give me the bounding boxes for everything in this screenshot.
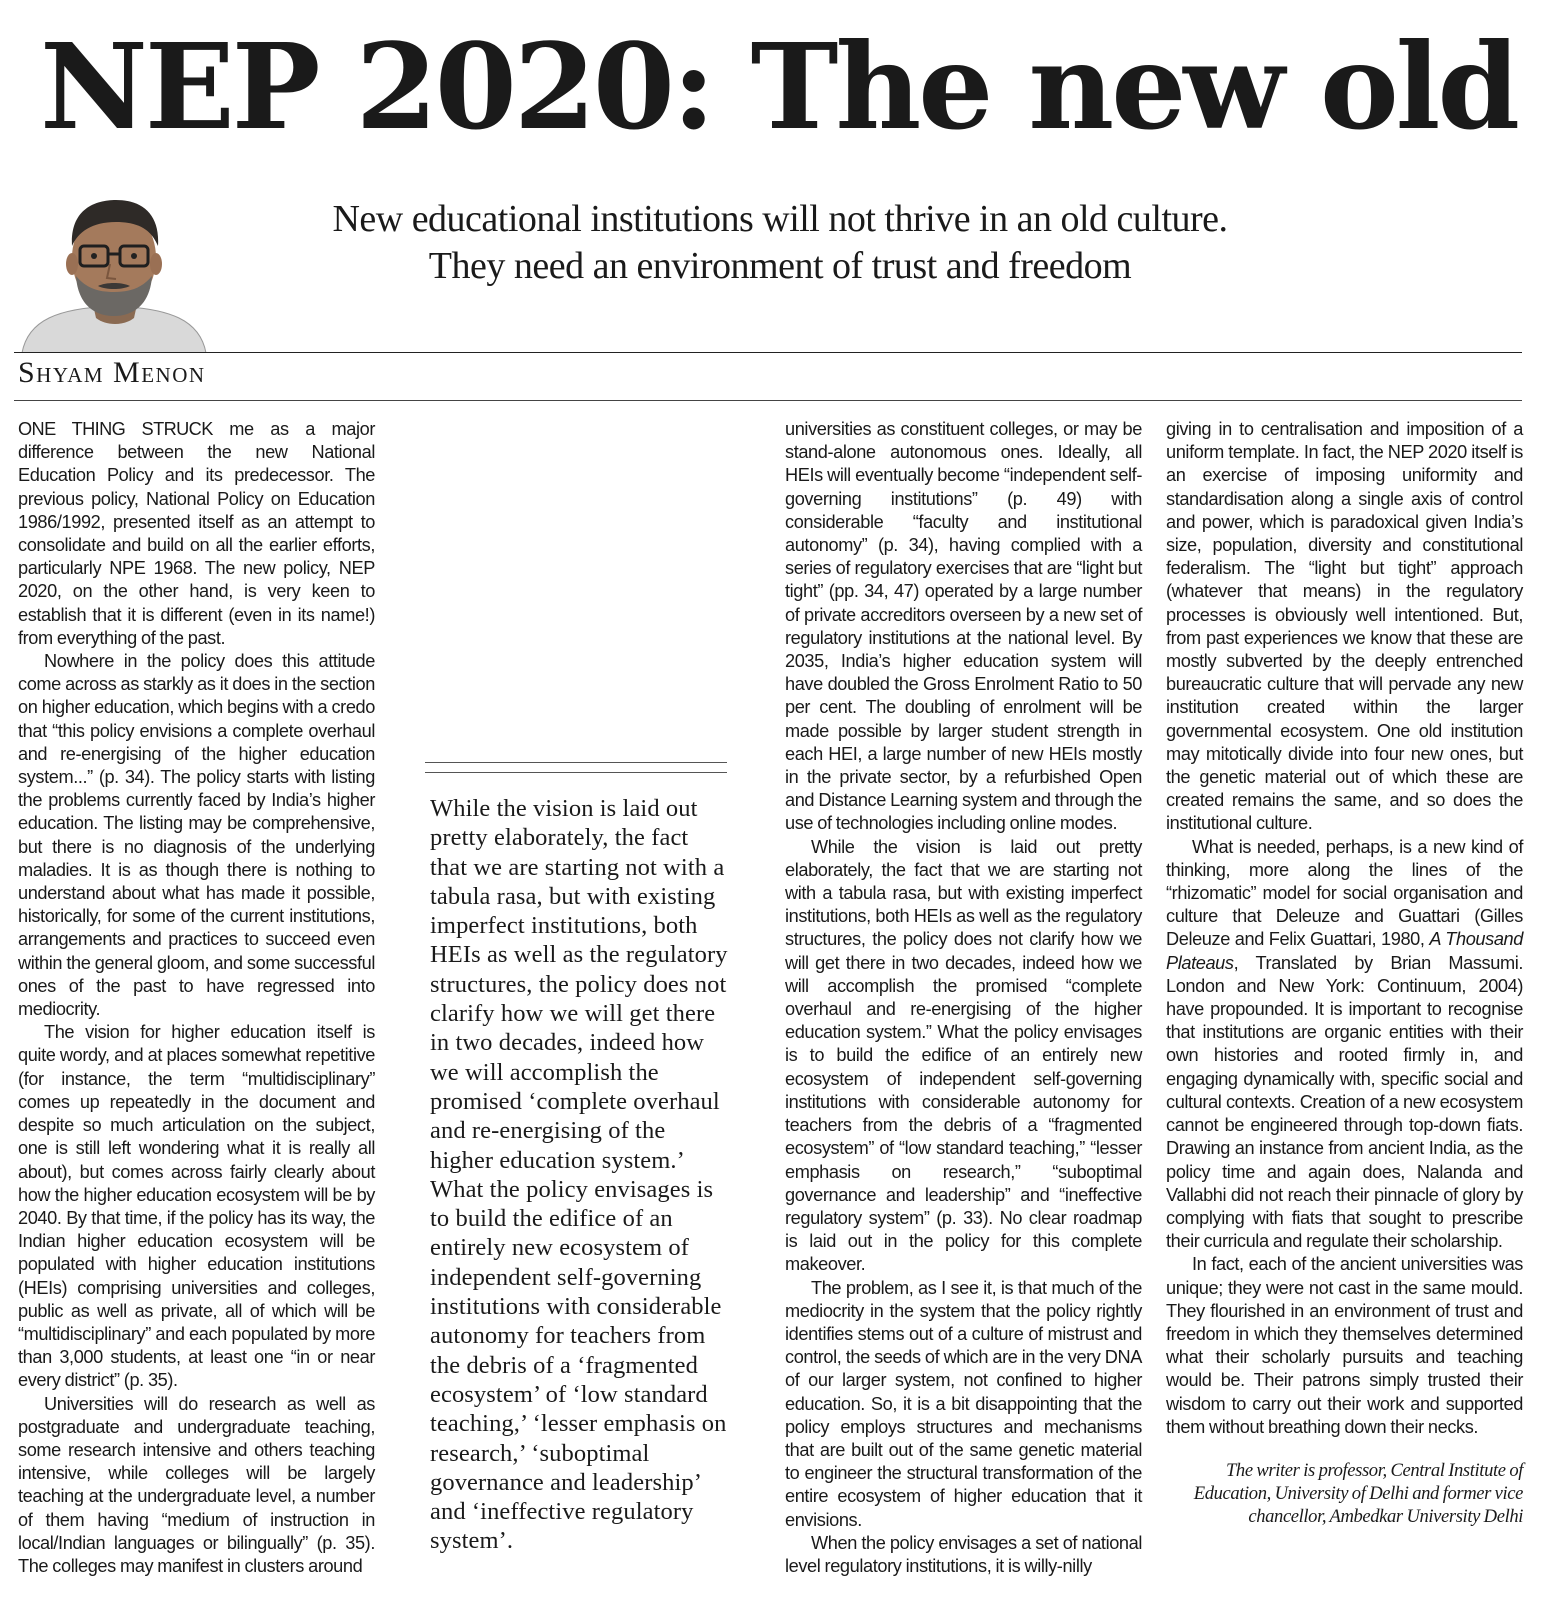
pullquote: While the vision is laid out pretty elaborately, the fact that we are starting not with a tabula rasa, but with existing imperfect institutions, both HEIs as well as the regulatory structures, the policy does not clarify how we will get there in two decades, indeed how we will accomplish the promised ‘complete overhaul and re-energising of the higher education system.’ What the policy envisages is to build the edifice of an entirely new ecosystem of independent self-governing institutions with considerable autonomy for teachers from the debris of a ‘fragmented ecosystem’ of ‘low standard teaching,’ ‘lesser emphasis on research,’ ‘suboptimal governance and leadership’ and ‘ineffective regulatory system’.: [430, 795, 728, 1555]
book-title: A Thousand Plateaus: [1166, 929, 1523, 973]
header-rule: [14, 352, 1522, 353]
article-paragraph: [18, 418, 375, 650]
headline: NEP 2020: The new old: [40, 17, 1517, 156]
article-column-4: [1166, 418, 1523, 1528]
article-paragraph: When the policy envisages a set of national level regulatory institutions, it is willy-nilly: [785, 1532, 1142, 1576]
article-paragraph: In fact, each of the ancient universities was unique; they were not cast in the same mould. They flourished in an environment of trust and freedom in which they themselves determined what their scholarly pursuits and teaching would be. Their patrons simply trusted their wisdom to carry out their work and supported them without breathing down their necks.: [1166, 1254, 1523, 1437]
article-paragraph: The vision for higher education itself is quite wordy, and at places somewhat repetitive (for instance, the term “multidisciplinary” comes up repeatedly in the document and despite so much articulation on the subject, one is still left wondering what it is really all about), but comes across fairly clearly about how the higher education ecosystem will be by 2040. By that time, if the policy has its way, the Indian higher education ecosystem will be populated with higher education institutions (HEIs) comprising universities and colleges, public as well as private, all of which will be “multidisciplinary” and each populated by more than 3,000 students, at least one “in or near every district” (p. 35).: [18, 1022, 375, 1391]
paragraph-text: , Translated by Brian Massumi. London and New York: Continuum, 2004) have propounded. It is important to recognise that institutions are organic entities with their own histories and rooted firmly in, and engaging dynamically with, specific social and cultural contexts. Creation of a new ecosystem cannot be engineered through top-down fiats. Drawing an instance from ancient India, as the policy time and again does, Nalanda and Vallabhi did not reach their pinnacle of glory by complying with fiats that sought to prescribe their curricula and regulate their scholarship.: [1166, 952, 1523, 1252]
lead-in: ONE THING STRUCK: [18, 419, 213, 439]
byline: Shyam Menon: [18, 356, 206, 389]
article-paragraph: universities as constituent colleges, or may be stand-alone autonomous ones. Ideally, all HEIs will eventually become “independent self-governing institutions” (p. 49) with considerable “faculty and institutional autonomy” (p. 34), having complied with a series of regulatory exercises that are “light but tight” (pp. 34, 47) operated by a large number of private accreditors overseen by a new set of regulatory institutions at the national level. By 2035, India’s higher education system will have doubled the Gross Enrolment Ratio to 50 per cent. The doubling of enrolment will be made possible by larger student strength in each HEI, a large number of new HEIs mostly in the private sector, by a refurbished Open and Distance Learning system and through the use of technologies including online modes.: [785, 419, 1142, 834]
article-paragraph: Nowhere in the policy does this attitude come across as starkly as it does in the section on higher education, which begins with a credo that “this policy envisions a complete overhaul and re-energising of the higher education system...” (p. 34). The policy starts with listing the problems currently faced by India’s higher education. The listing may be comprehensive, but there is no diagnosis of the underlying maladies. It is as though there is nothing to understand about what has made it possible, historically, for some of the current institutions, arrangements and practices to succeed even within the general gloom, and some successful ones of the past to have regressed into mediocrity.: [18, 651, 375, 1020]
article-paragraph: The problem, as I see it, is that much of the mediocrity in the system that the policy rightly identifies stems out of a culture of mistrust and control, the seeds of which are in the very DNA of our larger system, not confined to higher education. So, it is a bit disappointing that the policy employs structures and mechanisms that are built out of the same genetic material to engineer the structural transformation of the entire ecosystem of higher education that it envisions.: [785, 1277, 1142, 1530]
article-paragraph: [1166, 836, 1523, 1254]
article-column-1: [18, 418, 375, 1578]
article-paragraph: giving in to centralisation and imposition of a uniform template. In fact, the NEP 2020 itself is an exercise of imposing uniformity and standardisation along a single axis of control and power, which is paradoxical given India’s size, population, diversity and constitutional federalism. The “light but tight” approach (whatever that means) in the regulatory processes is obviously well intentioned. But, from past experiences we know that these are mostly subverted by the deeply entrenched bureaucratic culture that will pervade any new institution created within the larger governmental ecosystem. One old institution may mitotically divide into four new ones, but the genetic material out of which these are created remains the same, and so does the institutional culture.: [1166, 419, 1523, 834]
article-column-3: [785, 418, 1142, 1578]
subheadline: New educational institutions will not thrive in an old culture. They need an environment of trust and freedom: [332, 198, 1228, 287]
article-paragraph: Universities will do research as well as postgraduate and undergraduate teaching, some research intensive and others teaching intensive, while colleges will be largely teaching at the undergraduate level, a number of them having “medium of instruction in local/Indian languages or bilingually” (p. 35). The colleges may manifest in clusters around: [18, 1393, 375, 1576]
pullquote-rules: [425, 762, 727, 782]
author-note: The writer is professor, Central Institute of Education, University of Delhi and former vice chancellor, Ambedkar University Delhi: [1193, 1459, 1523, 1527]
paragraph-text: me as a major difference between the new National Education Policy and its predecessor. The previous policy, National Policy on Education 1986/1992, presented itself as an attempt to consolidate and build on all the earlier efforts, particularly NPE 1968. The new policy, NEP 2020, on the other hand, is very keen to establish that it is different (even in its name!) from everything of the past.: [18, 419, 375, 648]
author-portrait: [14, 188, 214, 353]
byline-rule: [14, 400, 1522, 401]
paragraph-text: What is needed, perhaps, is a new kind of thinking, more along the lines of the “rhizomatic” model for social organisation and culture that Deleuze and Guattari (Gilles Deleuze and Felix Guattari, 1980,: [1166, 836, 1523, 950]
article-paragraph: While the vision is laid out pretty elaborately, the fact that we are starting not with a tabula rasa, but with existing imperfect institutions, both HEIs as well as the regulatory structures, the policy does not clarify how we will get there in two decades, indeed how we will accomplish the promised “complete overhaul and re-energising of the higher education system.” What the policy envisages is to build the edifice of an entirely new ecosystem of independent self-governing institutions with considerable autonomy for teachers from the debris of a “fragmented ecosystem” of “low standard teaching,” “lesser emphasis on research,” “suboptimal governance and leadership” and “ineffective regulatory system” (p. 33). No clear roadmap is laid out in the policy for this complete makeover.: [785, 836, 1142, 1275]
